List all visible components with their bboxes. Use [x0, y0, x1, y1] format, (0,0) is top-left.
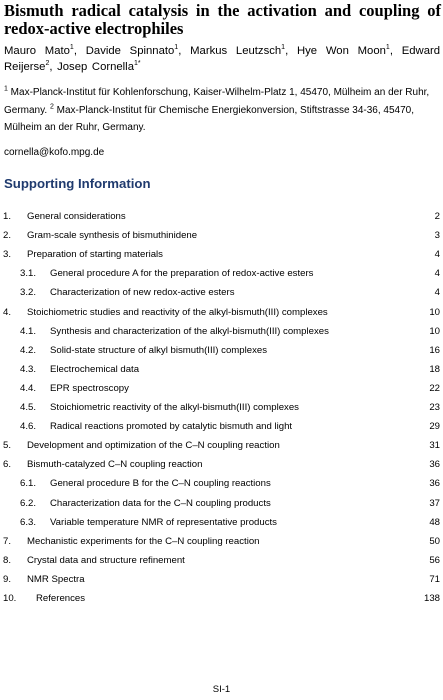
author-affiliation-marker: 1	[385, 44, 390, 52]
toc-entry[interactable]	[0, 534, 443, 550]
toc-entry[interactable]	[0, 553, 443, 569]
affiliation-2-marker: 2	[49, 103, 54, 111]
toc-entry-number: 8.	[3, 554, 12, 566]
toc-entry-page: 4	[434, 287, 440, 299]
toc-entry-page: 18	[429, 363, 440, 375]
toc-entry-page: 36	[429, 478, 440, 490]
toc-entry-page: 4	[434, 249, 440, 261]
toc-entry[interactable]	[0, 362, 443, 378]
toc-entry-title: Characterization of new redox-active esters	[50, 287, 235, 299]
toc-entry-number: 6.1.	[20, 478, 37, 490]
section-heading: Supporting Information	[4, 176, 151, 191]
toc-entry-number: 3.	[3, 249, 12, 261]
toc-entry-title: Mechanistic experiments for the C–N coupling reaction	[27, 535, 260, 547]
toc-entry-number: 2.	[3, 230, 12, 242]
toc-entry-number: 4.4.	[20, 382, 37, 394]
toc-entry-title: Development and optimization of the C–N coupling reaction	[27, 440, 280, 452]
toc-entry-title: EPR spectroscopy	[50, 382, 129, 394]
toc-entry-title: Stoichiometric studies and reactivity of the alkyl-bismuth(III) complexes	[27, 306, 328, 318]
toc-entry-page: 22	[429, 382, 440, 394]
toc-entry-page: 4	[434, 268, 440, 280]
toc-entry-title: Electrochemical data	[50, 363, 140, 375]
toc-entry-number: 6.	[3, 459, 12, 471]
affiliation-1-marker: 1	[4, 85, 8, 93]
toc-entry-title: NMR Spectra	[27, 573, 85, 585]
author-name: Markus Leutzsch	[190, 45, 282, 57]
toc-entry-number: 6.3.	[20, 516, 37, 528]
toc-entry[interactable]	[0, 381, 443, 397]
author-list: Mauro Mato$^1$, Davide Spinnato$^1$, Markus Leutzsch$^1$, Hye Won Moon$^1$, Edward Reijerse$^2$, Josep Cornella$^{1*}$	[4, 44, 441, 73]
author-name: Hye Won Moon	[296, 45, 386, 57]
toc-entry-title: Radical reactions promoted by catalytic bismuth and light	[50, 421, 293, 433]
toc-entry-title: Preparation of starting materials	[27, 249, 163, 261]
author-name: Josep Cornella	[57, 61, 134, 73]
contact-email[interactable]: cornella@kofo.mpg.de	[4, 147, 105, 158]
toc-entry-number: 4.6.	[20, 421, 37, 433]
toc-entry[interactable]	[0, 247, 443, 263]
toc-entry-number: 3.1.	[20, 268, 37, 280]
toc-entry[interactable]	[0, 572, 443, 588]
author-affiliation-marker: 1	[174, 44, 179, 52]
toc-entry-page: 31	[429, 440, 440, 452]
toc-entry-title: Bismuth-catalyzed C–N coupling reaction	[27, 459, 203, 471]
toc-entry-title: References	[36, 593, 86, 604]
toc-entry-page: 37	[429, 497, 440, 509]
toc-entry-title: General procedure B for the C–N coupling reactions	[50, 478, 271, 490]
affiliations	[4, 84, 440, 137]
toc-entry-title: Gram-scale synthesis of bismuthinidene	[27, 230, 198, 242]
affiliation-2-text: Max-Planck-Institut für Chemische Energiekonversion, Stiftstrasse 34-36, 45470, Mülheim an der Ruhr, Germany.	[4, 104, 415, 133]
author-name: Edward Reijerse	[4, 45, 441, 73]
toc-entry-number: 4.	[3, 306, 12, 318]
toc-entry-number: 1.	[3, 211, 12, 222]
toc-entry[interactable]	[0, 285, 443, 301]
toc-entry-number: 6.2.	[20, 497, 37, 509]
toc-entry-page: 71	[429, 573, 440, 585]
toc-entry-page: 3	[434, 230, 440, 242]
toc-entry-page: 10	[429, 325, 440, 337]
author-affiliation-marker: 2	[45, 60, 50, 68]
toc-entry[interactable]	[0, 496, 443, 512]
toc-entry[interactable]	[0, 266, 443, 282]
toc-entry-page: 48	[429, 516, 440, 528]
toc-entry-title: Stoichiometric reactivity of the alkyl-bismuth(III) complexes	[50, 402, 299, 413]
toc-entry[interactable]	[0, 476, 443, 492]
toc-entry-number: 4.5.	[20, 402, 37, 413]
toc-entry[interactable]	[0, 324, 443, 340]
toc-entry[interactable]	[0, 591, 443, 607]
toc-entry-page: 16	[429, 344, 440, 356]
author-affiliation-marker: 1	[281, 44, 286, 52]
toc-entry-title: Solid-state structure of alkyl bismuth(III) complexes	[50, 344, 268, 356]
author-affiliation-marker: 1*	[133, 60, 141, 68]
author-name: Mauro Mato	[4, 45, 70, 57]
author-affiliation-marker: 1	[69, 44, 74, 52]
toc-entry-page: 36	[429, 459, 440, 471]
toc-entry-number: 4.3.	[20, 363, 37, 375]
toc-entry-title: Synthesis and characterization of the alkyl-bismuth(III) complexes	[50, 325, 329, 337]
toc-entry[interactable]	[0, 419, 443, 435]
toc-entry-title: General procedure A for the preparation of redox-active esters	[50, 268, 314, 280]
toc-entry-number: 10.	[3, 593, 17, 604]
toc-entry-page: 50	[429, 535, 440, 547]
toc-entry-title: General considerations	[27, 211, 126, 222]
toc-entry-page: 23	[429, 402, 440, 413]
toc-entry[interactable]	[0, 228, 443, 244]
toc-entry-page: 10	[429, 306, 440, 318]
toc-entry-number: 4.1.	[20, 325, 37, 337]
toc-entry[interactable]	[0, 343, 443, 359]
toc-entry-number: 3.2.	[20, 287, 37, 299]
affiliation-1-text: Max-Planck-Institut für Kohlenforschung, Kaiser-Wilhelm-Platz 1, 45470, Mülheim an der Ruhr, Germany.	[4, 87, 430, 116]
author-name: Davide Spinnato	[85, 45, 175, 57]
toc-entry-title: Crystal data and structure refinement	[27, 554, 185, 566]
toc-entry-title: Characterization data for the C–N coupling products	[50, 497, 271, 509]
toc-entry[interactable]	[0, 457, 443, 473]
toc-entry-title: Variable temperature NMR of representative products	[50, 516, 277, 528]
toc-entry[interactable]	[0, 209, 443, 225]
toc-entry-page: 138	[423, 593, 440, 604]
toc-entry-page: 2	[434, 211, 440, 222]
toc-entry-page: 56	[429, 554, 440, 566]
toc-entry-page: 29	[429, 421, 440, 433]
toc-entry[interactable]	[0, 515, 443, 531]
toc-entry[interactable]	[0, 438, 443, 454]
toc-entry[interactable]	[0, 400, 443, 416]
toc-entry-number: 4.2.	[20, 344, 37, 356]
toc-entry-number: 5.	[3, 440, 12, 452]
page-number: SI-1	[212, 684, 231, 695]
paper-title: Bismuth radical catalysis in the activation and coupling of redox-active electrophiles	[4, 1, 441, 38]
toc-entry[interactable]	[0, 305, 443, 321]
toc-entry-number: 7.	[3, 535, 12, 547]
toc-entry-number: 9.	[3, 573, 12, 585]
